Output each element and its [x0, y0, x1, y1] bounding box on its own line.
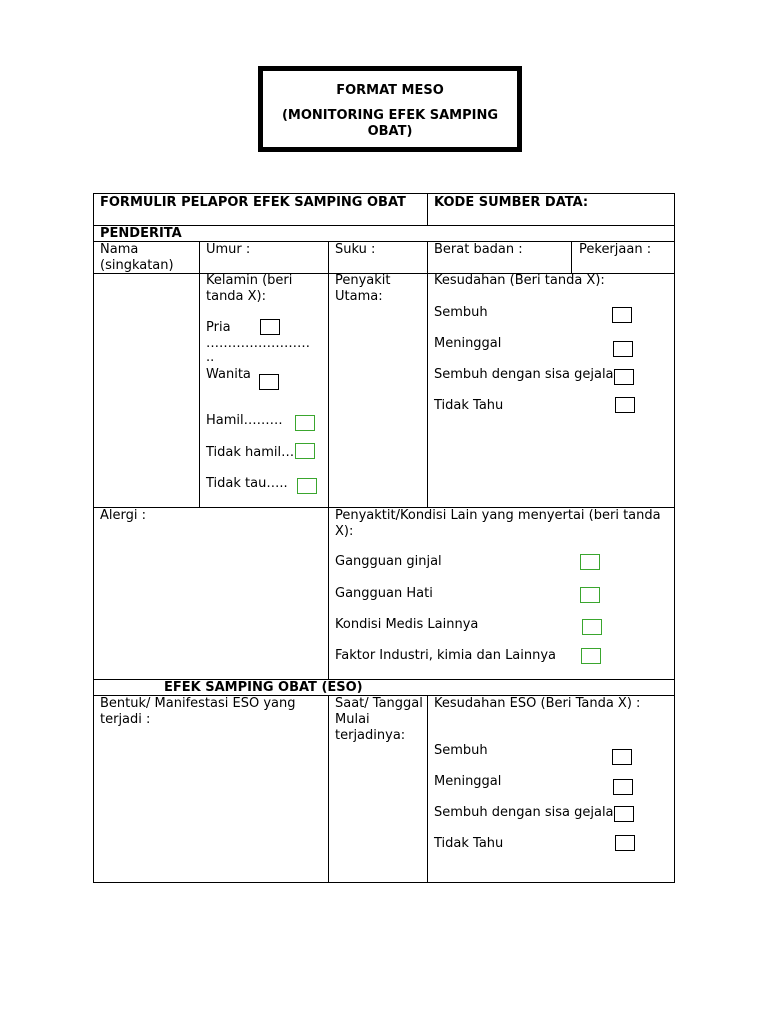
table-border — [571, 241, 572, 273]
sembuh-label: Sembuh — [434, 305, 488, 320]
table-border — [93, 882, 675, 883]
suku-label: Suku : — [335, 242, 376, 257]
eso-header: EFEK SAMPING OBAT (ESO) — [164, 680, 363, 695]
umur-label: Umur : — [206, 242, 251, 257]
table-border — [427, 241, 428, 507]
form-subtitle: (MONITORING EFEK SAMPING OBAT) — [281, 108, 498, 139]
hamil-checkbox[interactable] — [295, 415, 315, 431]
sembuh-sisa-eso-label: Sembuh dengan sisa gejala — [434, 805, 614, 820]
tidak-hamil-label: Tidak hamil… — [206, 445, 295, 460]
alergi-label: Alergi : — [100, 508, 146, 523]
table-border — [199, 241, 200, 507]
gangguan-ginjal-checkbox[interactable] — [580, 554, 600, 570]
meninggal-eso-checkbox[interactable] — [613, 779, 633, 795]
tidak-tahu-eso-label: Tidak Tahu — [434, 836, 504, 851]
table-border — [93, 193, 675, 194]
tidak-tau-checkbox[interactable] — [297, 478, 317, 494]
penyakit-utama-label: Penyakit Utama: — [335, 273, 391, 304]
nama-label: Nama (singkatan) — [100, 242, 174, 273]
table-border — [427, 695, 428, 882]
kondisi-medis-label: Kondisi Medis Lainnya — [335, 617, 479, 632]
tidak-tahu-eso-checkbox[interactable] — [615, 835, 635, 851]
table-border — [328, 695, 329, 882]
kesudahan-label: Kesudahan (Beri tanda X): — [434, 273, 605, 288]
table-border — [427, 193, 428, 225]
bentuk-label: Bentuk/ Manifestasi ESO yang terjadi : — [100, 696, 296, 727]
sembuh-sisa-checkbox[interactable] — [614, 369, 634, 385]
berat-badan-label: Berat badan : — [434, 242, 523, 257]
sembuh-eso-checkbox[interactable] — [612, 749, 632, 765]
hamil-label: Hamil……… — [206, 413, 283, 428]
meninggal-label: Meninggal — [434, 336, 502, 351]
formulir-title: FORMULIR PELAPOR EFEK SAMPING OBAT — [100, 195, 406, 210]
penderita-header: PENDERITA — [100, 226, 182, 241]
dots-line: .. — [206, 350, 215, 365]
tidak-tahu-checkbox[interactable] — [615, 397, 635, 413]
sembuh-sisa-label: Sembuh dengan sisa gejala — [434, 367, 614, 382]
faktor-industri-checkbox[interactable] — [581, 648, 601, 664]
dots-line: …………………… — [206, 336, 310, 351]
sembuh-sisa-eso-checkbox[interactable] — [614, 806, 634, 822]
gangguan-hati-checkbox[interactable] — [580, 587, 600, 603]
pria-checkbox[interactable] — [260, 319, 280, 335]
tidak-tahu-label: Tidak Tahu — [434, 398, 504, 413]
gangguan-ginjal-label: Gangguan ginjal — [335, 554, 442, 569]
table-border — [93, 193, 94, 883]
kode-sumber-data-label: KODE SUMBER DATA: — [434, 195, 589, 210]
kondisi-medis-checkbox[interactable] — [582, 619, 602, 635]
faktor-industri-label: Faktor Industri, kimia dan Lainnya — [335, 648, 557, 663]
wanita-checkbox[interactable] — [259, 374, 279, 390]
meninggal-eso-label: Meninggal — [434, 774, 502, 789]
form-title: FORMAT MESO — [336, 83, 444, 98]
title-box — [258, 66, 522, 152]
tidak-tau-label: Tidak tau….. — [206, 476, 288, 491]
wanita-label: Wanita — [206, 367, 251, 382]
pekerjaan-label: Pekerjaan : — [579, 242, 652, 257]
table-border — [328, 241, 329, 507]
penyakit-lain-label: Penyaktit/Kondisi Lain yang menyertai (beri tanda X): — [335, 508, 661, 539]
saat-tanggal-label: Saat/ Tanggal Mulai terjadinya: — [335, 696, 423, 743]
meninggal-checkbox[interactable] — [613, 341, 633, 357]
gangguan-hati-label: Gangguan Hati — [335, 586, 433, 601]
sembuh-eso-label: Sembuh — [434, 743, 488, 758]
kesudahan-eso-label: Kesudahan ESO (Beri Tanda X) : — [434, 696, 641, 711]
table-border — [674, 193, 675, 883]
pria-label: Pria — [206, 320, 231, 335]
table-border — [328, 507, 329, 679]
tidak-hamil-checkbox[interactable] — [295, 443, 315, 459]
kelamin-label: Kelamin (beri tanda X): — [206, 273, 293, 304]
sembuh-checkbox[interactable] — [612, 307, 632, 323]
